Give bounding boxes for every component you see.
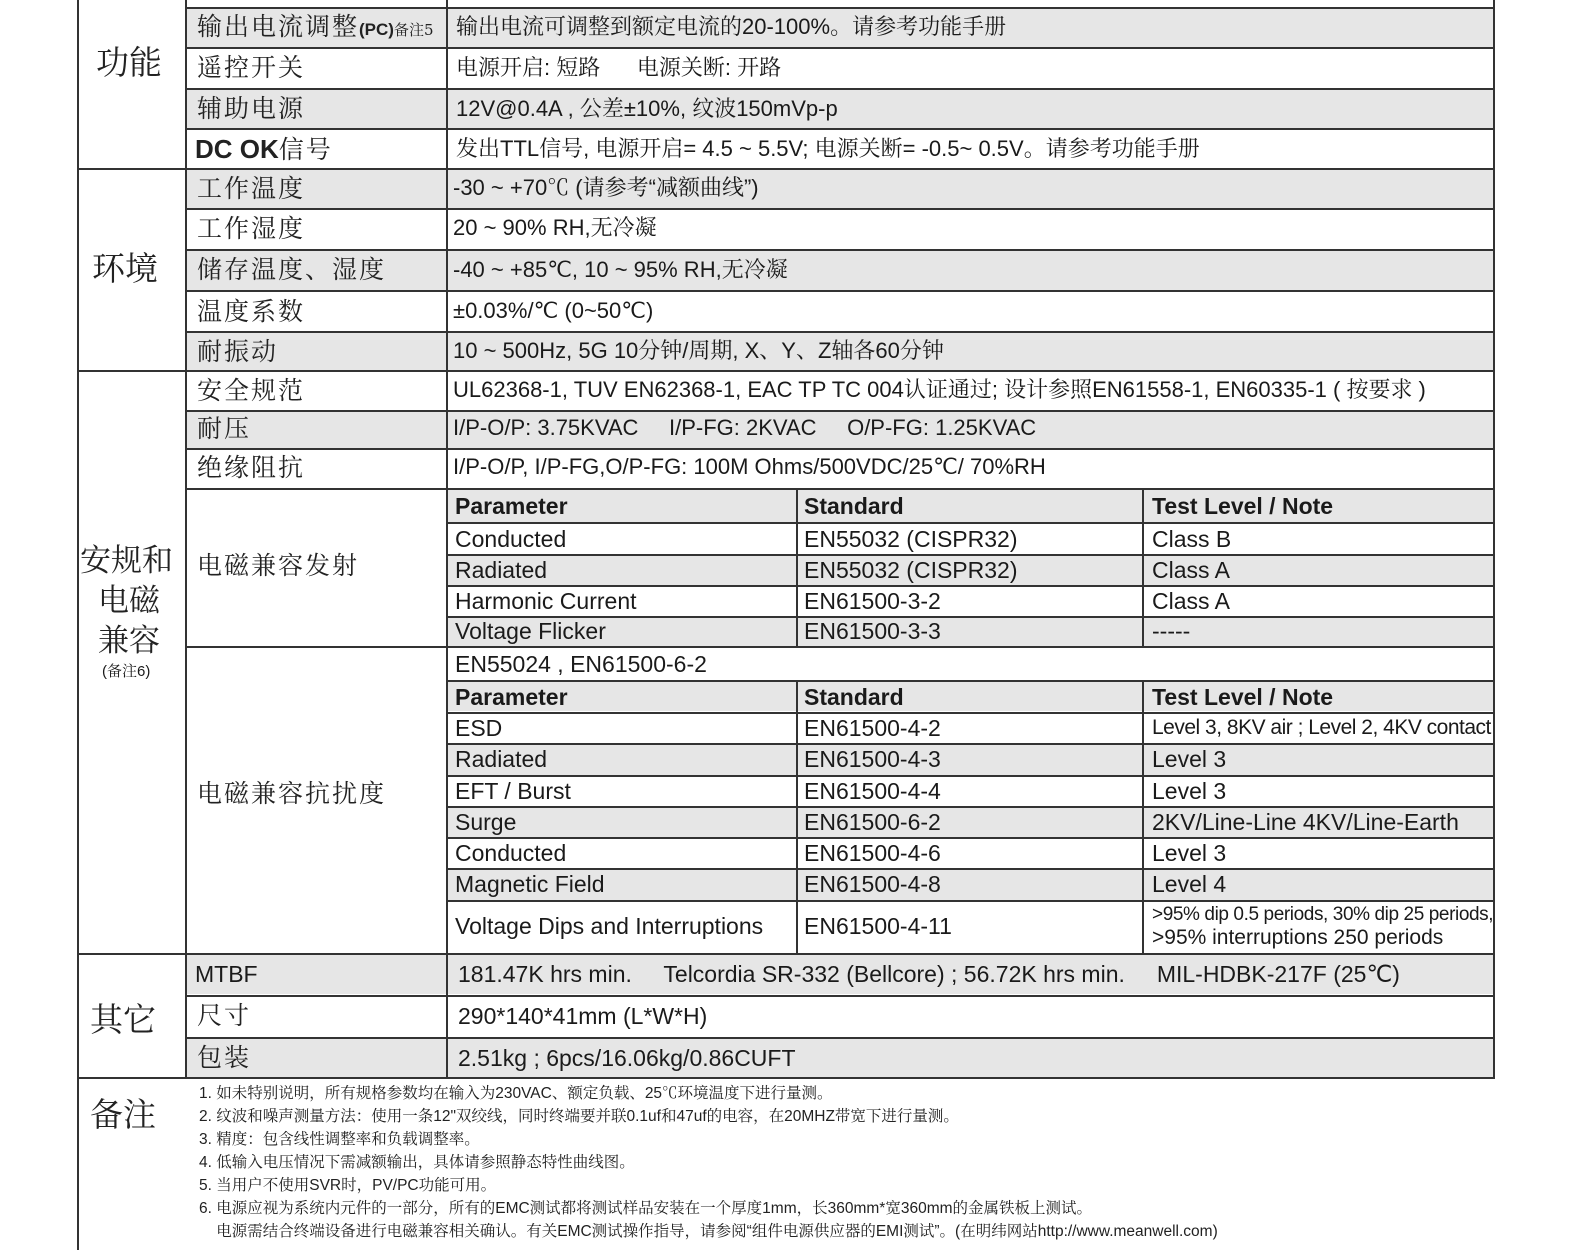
border-line <box>446 743 1495 745</box>
label-main: 输出电流调整 <box>197 12 360 41</box>
table-cell: ESD <box>455 715 503 741</box>
row-label: 绝缘阻抗 <box>197 453 306 482</box>
table-cell: EN61500-3-3 <box>804 618 941 644</box>
border-line <box>185 488 1495 490</box>
row-label-remote: 遥控开关 <box>197 53 306 82</box>
row-value: 发出TTL信号, 电源开启= 4.5 ~ 5.5V; 电源关断= -0.5~ 0.5V。请参考功能手册 <box>456 136 1200 161</box>
row-value: ±0.03%/℃ (0~50℃) <box>453 298 654 323</box>
note-item: 6. 电源应视为系统内元件的一部分，所有的EMC测试都将测试样品安装在一个厚度1mm，长360mm*宽360mm的金属铁板上测试。 <box>199 1200 1093 1217</box>
table-cell: EN61500-4-6 <box>804 840 941 866</box>
row-value: 290*140*41mm (L*W*H) <box>458 1003 708 1029</box>
emission-header-note: Test Level / Note <box>1152 493 1334 519</box>
row-value: UL62368-1, TUV EN62368-1, EAC TP TC 004认证通过; 设计参照EN61558-1, EN60335-1 ( 按要求 ) <box>453 377 1426 402</box>
border-line <box>185 290 1495 292</box>
table-cell: Radiated <box>455 746 548 772</box>
note-item: 5. 当用户不使用SVR时，PV/PC功能可用。 <box>199 1177 497 1194</box>
row-value: 12V@0.4A , 公差±10%, 纹波150mVp-p <box>456 96 838 121</box>
table-cell: Conducted <box>455 840 567 866</box>
category-others: 其它 <box>90 1000 156 1039</box>
row-bg <box>187 1037 1494 1077</box>
emission-label: 电磁兼容发射 <box>197 551 360 580</box>
table-cell: Harmonic Current <box>455 588 637 614</box>
immunity-header-note: Test Level / Note <box>1152 684 1334 710</box>
row-value: 10 ~ 500Hz, 5G 10分钟/周期, X、Y、Z轴各60分钟 <box>453 338 944 363</box>
table-cell: EN61500-4-8 <box>804 871 941 897</box>
border-line <box>446 900 1495 902</box>
table-cell: EFT / Burst <box>455 778 571 804</box>
border-line <box>446 868 1495 870</box>
table-cell: Level 3 <box>1152 840 1227 866</box>
emission-header-parameter: Parameter <box>455 493 568 519</box>
table-cell: EN61500-4-3 <box>804 746 941 772</box>
row-label-mtbf: MTBF <box>195 961 258 987</box>
border-line <box>446 680 1495 682</box>
border-line <box>185 88 1495 90</box>
row-value: 输出电流可调整到额定电流的20-100%。请参考功能手册 <box>456 14 1007 39</box>
row-label: 耐振动 <box>197 337 279 366</box>
row-value: -40 ~ +85℃, 10 ~ 95% RH,无冷凝 <box>453 257 788 282</box>
row-value: 电源开启: 短路 电源关断: 开路 <box>456 55 782 80</box>
row-label: 储存温度、湿度 <box>197 255 387 284</box>
table-cell-note-line2: >95% interruptions 250 periods <box>1152 926 1444 949</box>
immunity-label: 电磁兼容抗扰度 <box>197 779 387 808</box>
border-line <box>446 554 1495 556</box>
row-label: 工作温度 <box>197 174 306 203</box>
table-cell: EN55032 (CISPR32) <box>804 526 1018 552</box>
row-label-aux: 辅助电源 <box>197 94 306 123</box>
table-cell: Magnetic Field <box>455 871 605 897</box>
table-cell: EN55032 (CISPR32) <box>804 557 1018 583</box>
immunity-header-parameter: Parameter <box>455 684 568 710</box>
row-bg <box>187 168 1494 208</box>
border-line <box>185 410 1495 412</box>
table-cell: Radiated <box>455 557 548 583</box>
border-line <box>446 0 448 1078</box>
row-label-current-adjust <box>197 14 434 39</box>
label-bold: DC OK <box>195 134 279 164</box>
table-cell: Level 3, 8KV air ; Level 2, 4KV contact <box>1152 716 1491 739</box>
border-line <box>446 712 1495 714</box>
table-cell: 2KV/Line-Line 4KV/Line-Earth <box>1152 809 1459 835</box>
row-value: 2.51kg ; 6pcs/16.06kg/0.86CUFT <box>458 1045 796 1071</box>
row-label: 耐压 <box>197 414 252 443</box>
border-line <box>446 522 1495 524</box>
table-cell: Level 4 <box>1152 871 1227 897</box>
row-label: 尺寸 <box>197 1001 252 1030</box>
row-value: 181.47K hrs min. Telcordia SR-332 (Bellcore) ; 56.72K hrs min. MIL-HDBK-217F (25℃) <box>458 961 1400 987</box>
row-label: 安全规范 <box>197 376 306 405</box>
table-cell: EN61500-4-2 <box>804 715 941 741</box>
border-line <box>796 680 798 954</box>
table-cell: EN61500-6-2 <box>804 809 941 835</box>
category-function: 功能 <box>96 43 162 82</box>
border-line <box>185 208 1495 210</box>
note-item: 4. 低输入电压情况下需减额输出，具体请参照静态特性曲线图。 <box>199 1154 635 1171</box>
table-cell: EN61500-3-2 <box>804 588 941 614</box>
border-line <box>77 370 1495 372</box>
emission-header-standard: Standard <box>804 493 904 519</box>
row-bg <box>187 88 1494 128</box>
table-cell: Conducted <box>455 526 567 552</box>
category-safety-line2: 电磁 <box>98 583 160 619</box>
row-label-dcok <box>195 136 333 162</box>
table-cell: EN61500-4-4 <box>804 778 941 804</box>
border-line <box>446 806 1495 808</box>
category-environment: 环境 <box>92 249 158 288</box>
row-label: 温度系数 <box>197 297 306 326</box>
border-line <box>185 47 1495 49</box>
row-value: -30 ~ +70℃ (请参考“减额曲线”) <box>453 175 759 200</box>
category-safety-line1: 安规和 <box>80 543 173 579</box>
border-line <box>77 168 1495 170</box>
note-item: 2. 纹波和噪声测量方法：使用一条12"双绞线，同时终端要并联0.1uf和47uf的电容，在20MHZ带宽下进行量测。 <box>199 1108 959 1125</box>
note-item: 1. 如未特别说明，所有规格参数均在输入为230VAC、额定负载、25℃环境温度下进行量测。 <box>199 1085 833 1102</box>
category-notes: 备注 <box>90 1095 156 1134</box>
table-cell: ----- <box>1152 618 1191 644</box>
border-line <box>185 249 1495 251</box>
immunity-standard-line: EN55024 , EN61500-6-2 <box>455 651 707 677</box>
row-value: I/P-O/P: 3.75KVAC I/P-FG: 2KVAC O/P-FG: 1.25KVAC <box>453 415 1037 440</box>
border-line <box>185 128 1495 130</box>
border-line <box>1493 0 1495 1078</box>
row-bg <box>446 488 1494 523</box>
table-cell: Class B <box>1152 526 1232 552</box>
table-cell: EN61500-4-11 <box>804 913 952 939</box>
table-cell-note-line1: >95% dip 0.5 periods, 30% dip 25 periods, <box>1152 904 1494 925</box>
row-value: I/P-O/P, I/P-FG,O/P-FG: 100M Ohms/500VDC/25℃/ 70%RH <box>453 454 1046 479</box>
border-line <box>185 7 1495 9</box>
border-line <box>77 953 1495 955</box>
note-item: 电源需结合终端设备进行电磁兼容相关确认。有关EMC测试操作指导，请参阅“组件电源供应器的EMI测试”。(在明纬网站http://www.meanwell.com) <box>199 1223 1218 1240</box>
table-cell: Level 3 <box>1152 746 1227 772</box>
border-line <box>185 1037 1495 1039</box>
border-line <box>185 646 1495 648</box>
row-bg <box>446 743 1494 775</box>
row-label: 包装 <box>197 1043 252 1072</box>
immunity-header-standard: Standard <box>804 684 904 710</box>
table-cell: Voltage Dips and Interruptions <box>455 913 764 939</box>
border-line <box>446 775 1495 777</box>
label-note: 备注5 <box>393 21 434 39</box>
category-safety-line3: 兼容 <box>98 623 160 659</box>
border-line <box>796 488 798 646</box>
border-line <box>446 837 1495 839</box>
border-line <box>1142 488 1144 646</box>
border-line <box>77 0 79 1250</box>
row-bg <box>446 680 1494 711</box>
table-cell: Voltage Flicker <box>455 618 606 644</box>
table-cell: Surge <box>455 809 517 835</box>
border-line <box>185 995 1495 997</box>
border-line <box>77 1077 1495 1079</box>
note-item: 3. 精度：包含线性调整率和负载调整率。 <box>199 1131 480 1148</box>
label-rest: 信号 <box>278 135 333 164</box>
border-line <box>1142 680 1144 954</box>
category-safety-note: (备注6) <box>102 663 151 680</box>
label-sup: (PC) <box>359 20 394 39</box>
table-cell: Level 3 <box>1152 778 1227 804</box>
border-line <box>185 331 1495 333</box>
border-line <box>446 585 1495 587</box>
border-line <box>185 448 1495 450</box>
row-value: 20 ~ 90% RH,无冷凝 <box>453 215 657 240</box>
row-label: 工作湿度 <box>197 214 306 243</box>
table-cell: Class A <box>1152 588 1230 614</box>
border-line <box>185 0 187 1078</box>
table-cell: Class A <box>1152 557 1230 583</box>
